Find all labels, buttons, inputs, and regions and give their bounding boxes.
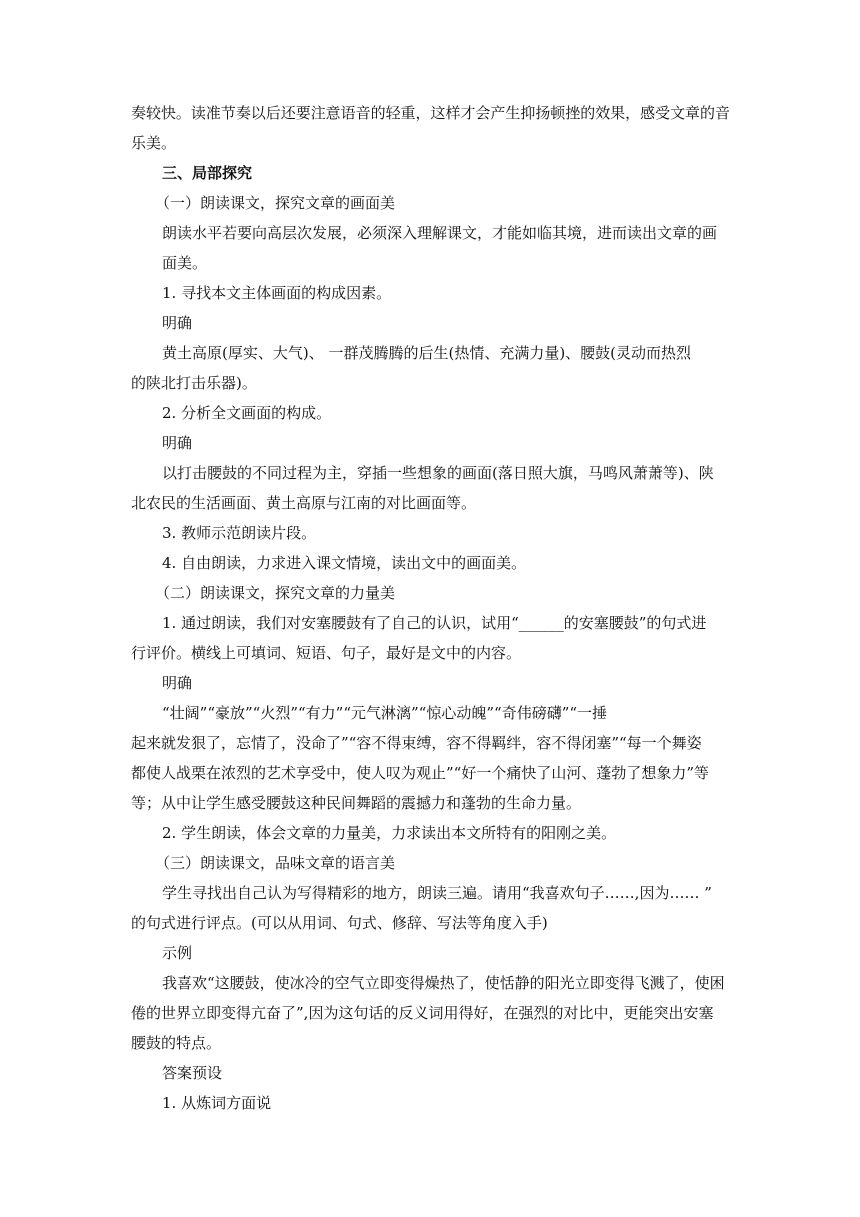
paragraph-line: 腰鼓的特点。: [131, 1034, 222, 1052]
paragraph-line: 面美。: [162, 254, 208, 272]
label-mingque: 明确: [162, 434, 193, 452]
subsection-heading: （二）朗读课文，探究文章的力量美: [155, 584, 396, 602]
label-mingque: 明确: [162, 314, 193, 332]
list-item: 2. 学生朗读，体会文章的力量美，力求读出本文所特有的阳刚之美。: [162, 824, 617, 842]
list-item: 4. 自由朗读，力求进入课文情境，读出文中的画面美。: [162, 554, 527, 572]
list-item: 3. 教师示范朗读片段。: [162, 524, 317, 542]
paragraph-line: 朗读水平若要向高层次发展，必须深入理解课文，才能如临其境，进而读出文章的画: [162, 224, 718, 242]
paragraph-line: 起来就发狠了，忘情了，没命了”“容不得束缚，容不得羁绊，容不得闭塞”“每一个舞姿: [131, 734, 702, 752]
paragraph-line: 以打击腰鼓的不同过程为主，穿插一些想象的画面(落日照大旗，马鸣风萧萧等)、陕: [162, 464, 714, 482]
list-item: 2. 分析全文画面的构成。: [162, 404, 332, 422]
list-item: 1. 通过朗读，我们对安塞腰鼓有了自己的认识，试用“______的安塞腰鼓”的句式进: [162, 614, 707, 632]
paragraph-line: 等；从中让学生感受腰鼓这种民间舞蹈的震撼力和蓬勃的生命力量。: [131, 794, 582, 812]
paragraph-line: 黄土高原(厚实、大气)、 一群茂腾腾的后生(热情、充满力量)、腰鼓(灵动而热烈: [162, 344, 692, 362]
section-heading: 三、局部探究: [162, 164, 253, 182]
paragraph-line: “壮阔”“豪放”“火烈”“有力”“元气淋漓”“惊心动魄”“奇伟磅礴”“一捶: [162, 704, 608, 722]
paragraph-line: 北农民的生活画面、黄土高原与江南的对比画面等。: [131, 494, 477, 512]
paragraph-line: 乐美。: [131, 134, 177, 152]
paragraph-line: 奏较快。读准节奏以后还要注意语音的轻重，这样才会产生抑扬顿挫的效果，感受文章的音: [131, 104, 730, 122]
label-example: 示例: [162, 944, 193, 962]
paragraph-line: 的陕北打击乐器)。: [131, 374, 257, 392]
paragraph-line: 学生寻找出自己认为写得精彩的地方，朗读三遍。请用“我喜欢句子……,因为…… ”: [162, 884, 712, 902]
paragraph-line: 都使人战栗在浓烈的艺术享受中，使人叹为观止”“好一个痛快了山河、蓬勃了想象力”等: [131, 764, 710, 782]
list-item: 1. 从炼词方面说: [162, 1094, 272, 1112]
paragraph-line: 行评价。横线上可填词、短语、句子，最好是文中的内容。: [131, 644, 522, 662]
paragraph-line: 倦的世界立即变得亢奋了”,因为这句话的反义词用得好，在强烈的对比中，更能突出安塞: [131, 1004, 714, 1022]
paragraph-line: 我喜欢“这腰鼓，使冰冷的空气立即变得燥热了，使恬静的阳光立即变得飞溅了，使困: [162, 974, 725, 992]
subsection-heading: （一）朗读课文，探究文章的画面美: [155, 194, 396, 212]
paragraph-line: 的句式进行评点。(可以从用词、句式、修辞、写法等角度入手): [131, 914, 548, 932]
label-mingque: 明确: [162, 674, 193, 692]
subsection-heading: （三）朗读课文，品味文章的语言美: [155, 854, 396, 872]
list-item: 1. 寻找本文主体画面的构成因素。: [162, 284, 392, 302]
label-answer: 答案预设: [162, 1064, 223, 1082]
